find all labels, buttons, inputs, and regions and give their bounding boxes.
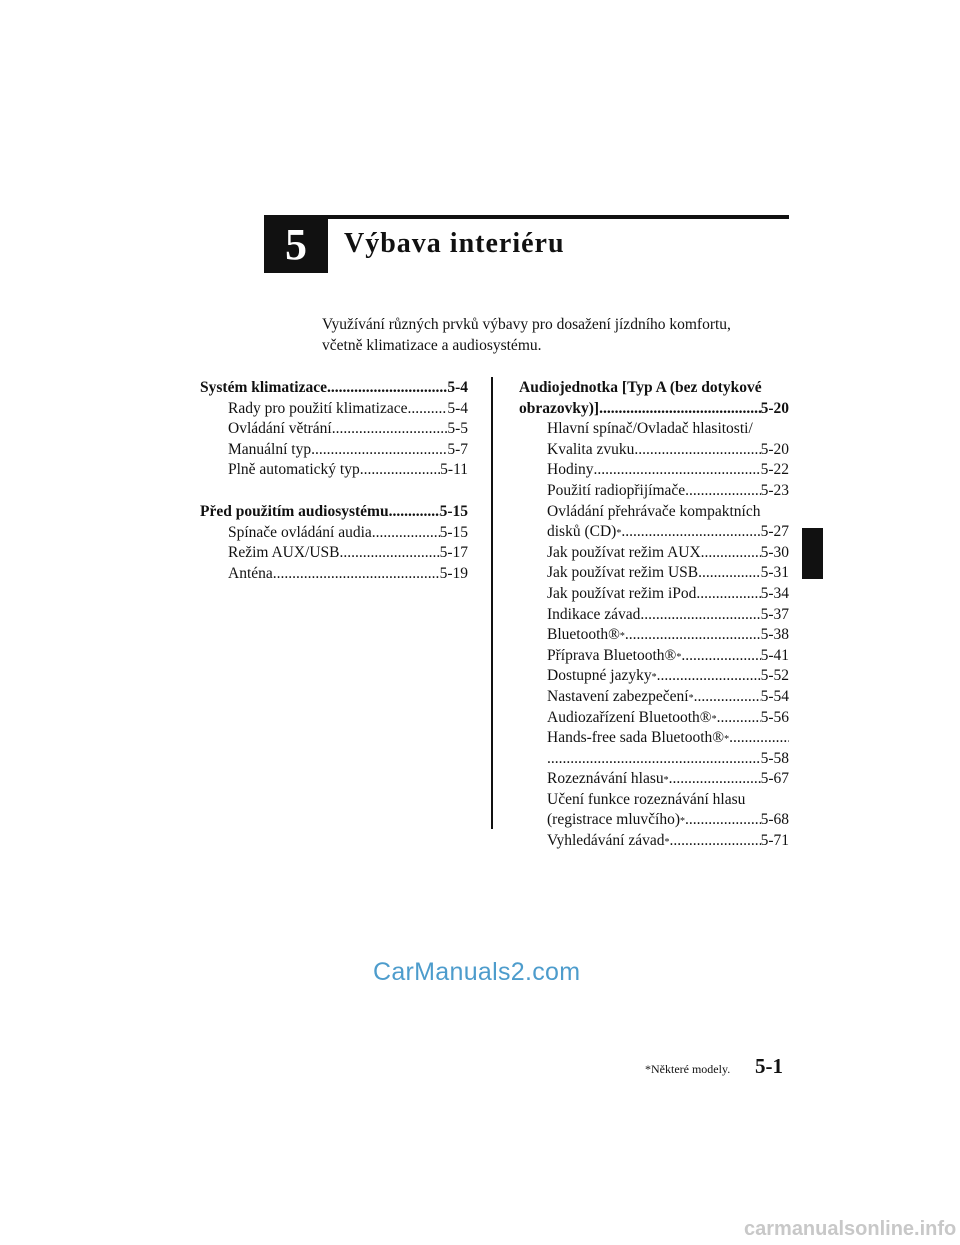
intro-line-2: včetně klimatizace a audiosystému. — [322, 337, 542, 354]
toc-heading-audio-unit-line1: Audiojednotka [Typ A (bez dotykové — [519, 379, 762, 396]
toc-item-label: Ovládání větrání — [228, 420, 332, 438]
toc-item-page: 5-11 — [440, 461, 468, 479]
dot-leader — [685, 481, 760, 502]
toc-item-page: 5-58 — [760, 749, 789, 767]
toc-item-page: 5-52 — [760, 667, 789, 685]
dot-leader — [360, 460, 440, 481]
chapter-title: Výbava interiéru — [344, 228, 565, 259]
toc-item[interactable] — [519, 481, 789, 502]
page-number: 5-1 — [755, 1054, 783, 1078]
watermark-logo: CarManuals2.com — [373, 958, 581, 986]
dot-leader — [634, 440, 760, 461]
toc-item-label: Rozeznávání hlasu — [547, 770, 664, 788]
toc-item-label: Rady pro použití klimatizace — [228, 399, 408, 417]
toc-item-label: Vyhledávání závad — [547, 832, 665, 850]
toc-item[interactable]: Rozeznávání hlasu * ..... 5-67 — [519, 769, 789, 790]
toc-item[interactable]: Vyhledávání závad * ..... 5-71 — [519, 831, 789, 852]
toc-item[interactable]: Příprava Bluetooth® * ..... 5-41 — [519, 646, 789, 667]
dot-leader — [717, 708, 761, 729]
dot-leader — [694, 687, 761, 708]
toc-item-label: Jak používat režim USB — [547, 564, 699, 582]
toc-item-page: 5-22 — [760, 461, 789, 479]
toc-item-page: 5-17 — [439, 544, 468, 562]
toc-item-page: 5-4 — [447, 399, 468, 417]
dot-leader — [698, 563, 760, 584]
toc-item[interactable] — [200, 419, 468, 440]
toc-item-page: 5-37 — [760, 605, 789, 623]
toc-right-column — [519, 378, 789, 852]
toc-item-label: Plně automatický typ — [228, 461, 360, 479]
toc-item[interactable] — [519, 584, 789, 605]
toc-item-label: obrazovky)] — [519, 399, 600, 417]
toc-item[interactable]: (registrace mluvčího) * ..... 5-68 — [519, 810, 789, 831]
toc-item-label: Indikace závad — [547, 605, 641, 623]
toc-item-page: 5-30 — [760, 543, 789, 561]
toc-item-label: Hodiny — [547, 461, 594, 479]
toc-item-page: 5-31 — [760, 564, 789, 582]
toc-item-page: 5-23 — [760, 481, 789, 499]
toc-item-page: 5-71 — [760, 832, 789, 850]
site-watermark: carmanualsonline.info — [744, 1218, 957, 1240]
column-divider — [491, 377, 493, 829]
toc-item-label: Dostupné jazyky — [547, 667, 652, 685]
toc-item-label: Hands-free sada Bluetooth® — [547, 729, 725, 747]
toc-item-page: 5-19 — [439, 564, 468, 582]
dot-leader — [696, 584, 760, 605]
toc-item-line: Hlavní spínač/Ovladač hlasitosti/ — [547, 420, 753, 438]
chapter-number: 5 — [264, 215, 328, 273]
toc-item[interactable] — [519, 605, 789, 626]
toc-item-line: Hands-free sada Bluetooth® * ..... — [519, 728, 789, 749]
toc-item[interactable] — [519, 749, 789, 770]
toc-item-label: Anténa — [228, 564, 273, 582]
toc-item-page: 5-54 — [760, 687, 789, 705]
chapter-rule — [328, 215, 789, 219]
chapter-side-tab — [802, 528, 823, 579]
dot-leader — [657, 666, 761, 687]
dot-leader — [621, 522, 760, 543]
toc-item[interactable] — [519, 440, 789, 461]
dot-leader — [407, 399, 447, 420]
toc-item-label: Režim AUX/USB — [228, 544, 340, 562]
toc-item[interactable] — [200, 399, 468, 420]
toc-item-page: 5-20 — [760, 399, 789, 417]
toc-item-page: 5-27 — [760, 523, 789, 541]
toc-item[interactable]: Dostupné jazyky * ..... 5-52 — [519, 666, 789, 687]
toc-item[interactable] — [200, 564, 468, 585]
toc-item-page: 5-67 — [760, 770, 789, 788]
dot-leader — [670, 831, 761, 852]
toc-item[interactable] — [519, 543, 789, 564]
toc-item-label: Příprava Bluetooth® — [547, 646, 677, 664]
dot-leader — [599, 399, 761, 420]
toc-item[interactable] — [519, 563, 789, 584]
toc-item-page: 5-41 — [760, 646, 789, 664]
toc-heading-climate[interactable] — [200, 378, 468, 399]
toc-item-label: Systém klimatizace — [200, 379, 327, 396]
dot-leader — [681, 646, 760, 667]
toc-item-page: 5-5 — [447, 420, 468, 438]
toc-item-page: 5-15 — [439, 523, 468, 541]
toc-item-page: 5-68 — [760, 811, 789, 829]
toc-heading-audio-before[interactable] — [200, 502, 468, 523]
toc-item-label: Jak používat režim AUX — [547, 543, 701, 561]
toc-item[interactable] — [200, 523, 468, 544]
dot-leader — [372, 523, 440, 544]
toc-item-label: (registrace mluvčího) — [547, 811, 680, 829]
toc-item-label: Audiozařízení Bluetooth® — [547, 708, 712, 726]
dot-leader — [685, 810, 761, 831]
dot-leader — [547, 749, 761, 770]
dot-leader — [340, 543, 440, 564]
toc-item-label: Nastavení zabezpečení — [547, 687, 689, 705]
chapter-intro — [322, 314, 731, 356]
dot-leader — [389, 502, 440, 523]
footnote: *Některé modely. — [645, 1062, 731, 1076]
toc-item-line: Učení funkce rozeznávání hlasu — [547, 790, 746, 808]
toc-item[interactable]: Audiozařízení Bluetooth® * ..... 5-56 — [519, 708, 789, 729]
toc-item-label: Manuální typ — [228, 440, 312, 458]
toc-item-line: Ovládání přehrávače kompaktních — [547, 502, 761, 520]
toc-heading-audio-unit[interactable] — [519, 399, 789, 420]
dot-leader — [594, 460, 761, 481]
dot-leader — [640, 605, 760, 626]
dot-leader — [701, 543, 761, 564]
toc-item[interactable]: Nastavení zabezpečení * ..... 5-54 — [519, 687, 789, 708]
dot-leader — [332, 419, 448, 440]
toc-item[interactable]: Bluetooth® * ..... 5-38 — [519, 625, 789, 646]
toc-item-label: Kvalita zvuku — [547, 440, 635, 458]
toc-item[interactable] — [200, 440, 468, 461]
toc-item-page: 5-15 — [439, 502, 468, 520]
toc-item-page: 5-38 — [760, 626, 789, 644]
toc-item[interactable] — [200, 460, 468, 481]
toc-item-page: 5-4 — [447, 379, 468, 396]
toc-item[interactable] — [519, 460, 789, 481]
toc-item-page: 5-34 — [760, 584, 789, 602]
toc-item[interactable]: disků (CD) * ..... 5-27 — [519, 522, 789, 543]
dot-leader — [311, 440, 447, 461]
intro-line-1: Využívání různých prvků výbavy pro dosažení jízdního komfortu, — [322, 316, 731, 333]
toc-item-page: 5-20 — [760, 440, 789, 458]
toc-item-label: Spínače ovládání audia — [228, 523, 372, 541]
toc-item-label: Jak používat režim iPod — [547, 584, 697, 602]
toc-item-page: 5-7 — [447, 440, 468, 458]
dot-leader — [669, 769, 761, 790]
toc-left-column — [200, 378, 468, 584]
toc-item-label: Před použitím audiosystému — [200, 502, 389, 520]
toc-item-label: disků (CD) — [547, 523, 617, 541]
toc-item-label: Bluetooth® — [547, 626, 620, 644]
toc-item[interactable] — [200, 543, 468, 564]
toc-item-label: Použití radiopřijímače — [547, 481, 686, 499]
dot-leader — [327, 378, 447, 399]
dot-leader — [625, 625, 761, 646]
dot-leader — [273, 564, 440, 585]
dot-leader — [729, 728, 789, 749]
toc-item-page: 5-56 — [760, 708, 789, 726]
